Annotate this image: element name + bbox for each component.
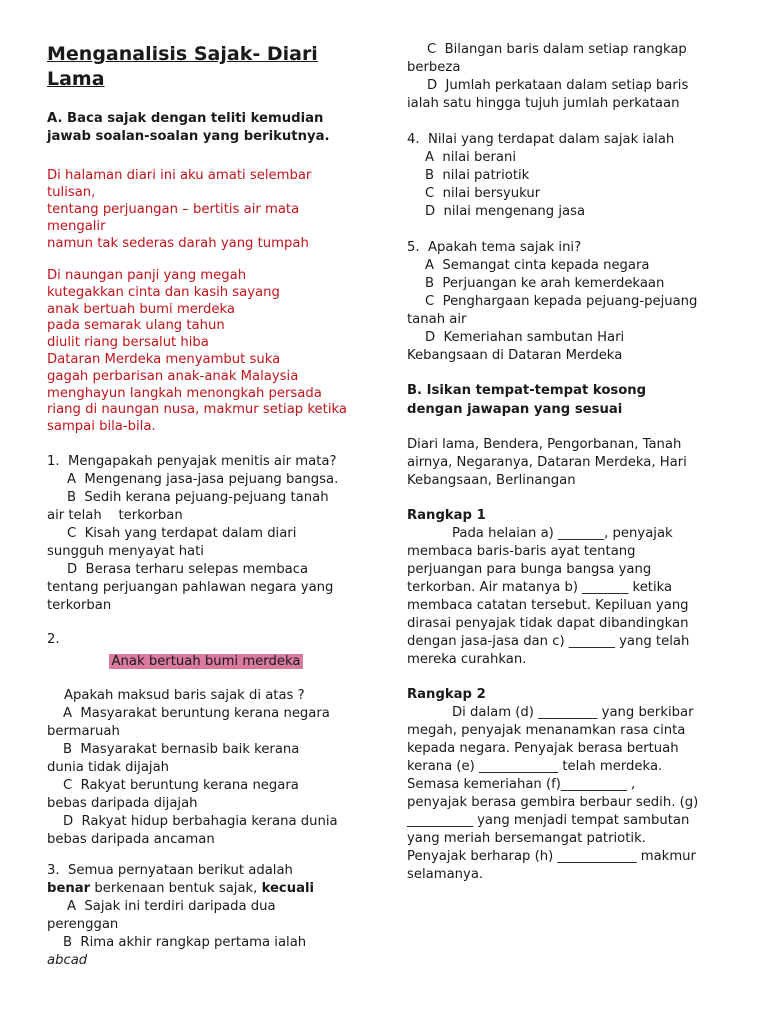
question-5: 5. Apakah tema sajak ini? A Semangat cinta kepada negara B Perjuangan ke arah kemerdekaan C Penghargaan kepada pejuang-pejuang tanah air D Kemeriahan sambutan Hari Kebangsaan di Dataran Merdeka xyxy=(407,240,698,363)
title-line-2: Lama xyxy=(47,68,105,90)
poem-stanza-2: Di naungan panji yang megah kutegakkan cinta dan kasih sayang anak bertuah bumi merdeka pada semarak ulang tahun diulit riang bersalut hiba Dataran Merdeka menyambut suka gagah perbarisan anak-anak Malaysia menghayun langkah menongkah persada riang di naungan nusa, makmur setiap ketika sampai bila-bila. xyxy=(47,268,347,435)
title-line-1: Menganalisis Sajak- Diari xyxy=(47,43,318,65)
rangkap-1: Rangkap 1 Pada helaian a) _______, penyajak membaca baris-baris ayat tentang perjuangan para bunga bangsa yang terkorban. Air matanya b) _______ ketika membaca catatan tersebut. Kepiluan yang dirasai penyajak tidak dapat dibandingkan dengan jasa-jasa dan c) _______ yang telah mereka curahkan. xyxy=(407,507,737,669)
question-3: 3. Semua pernyataan berikut adalah benar berkenaan bentuk sajak, kecuali A Sajak ini terdiri daripada dua perenggan B Rima akhir rangkap pertama ialah abcad xyxy=(47,863,315,968)
rangkap-2: Rangkap 2 Di dalam (d) _________ yang berkibar megah, penyajak menanamkan rasa cinta kepada negara. Penyajak berasa bertuah kerana (e) ____________ telah merdeka. Semasa kemeriahan (f)__________ , penyajak berasa gembira berbaur sedih. (g) __________ yang menjadi tempat sambutan yang meriah bersemangat patriotik. Penyajak berharap (h) ____________ makmur selamanya. xyxy=(407,686,737,884)
highlighted-line: Anak bertuah bumi merdeka xyxy=(109,654,304,669)
page-title xyxy=(47,42,367,92)
word-bank: Diari lama, Bendera, Pengorbanan, Tanah airnya, Negaranya, Dataran Merdeka, Hari Kebangsaan, Berlinangan xyxy=(407,437,687,488)
rangkap-2-heading: Rangkap 2 xyxy=(407,687,486,702)
section-b-heading: B. Isikan tempat-tempat kosong dengan jawapan yang sesuai xyxy=(407,383,647,417)
poem-stanza-1: Di halaman diari ini aku amati selembar tulisan, tentang perjuangan – bertitis air mata mengalir namun tak sederas darah yang tumpah xyxy=(47,168,312,251)
question-1: 1. Mengapakah penyajak menitis air mata? A Mengenang jasa-jasa pejuang bangsa. B Sedih kerana pejuang-pejuang tanah air telah terkorban C Kisah yang terdapat dalam diari sungguh menyayat hati D Berasa terharu selepas membaca tentang perjuangan pahlawan negara yang terkorban xyxy=(47,454,339,613)
question-4: 4. Nilai yang terdapat dalam sajak ialah A nilai berani B nilai patriotik C nilai bersyukur D nilai mengenang jasa xyxy=(407,132,675,219)
question-2: 2. Anak bertuah bumi merdeka Apakah maksud baris sajak di atas ? A Masyarakat beruntung kerana negara bermaruah B Masyarakat bernasib baik kerana dunia tidak dijajah C Rakyat beruntung kerana negara bebas daripada dijajah D Rakyat hidup berbahagia kerana dunia bebas daripada ancaman xyxy=(47,632,338,847)
question-3-continued: C Bilangan baris dalam setiap rangkap berbeza D Jumlah perkataan dalam setiap baris ialah satu hingga tujuh jumlah perkataan xyxy=(407,42,689,111)
rangkap-1-heading: Rangkap 1 xyxy=(407,508,486,523)
section-a-instruction: A. Baca sajak dengan teliti kemudian jawab soalan-soalan yang berikutnya. xyxy=(47,111,330,144)
